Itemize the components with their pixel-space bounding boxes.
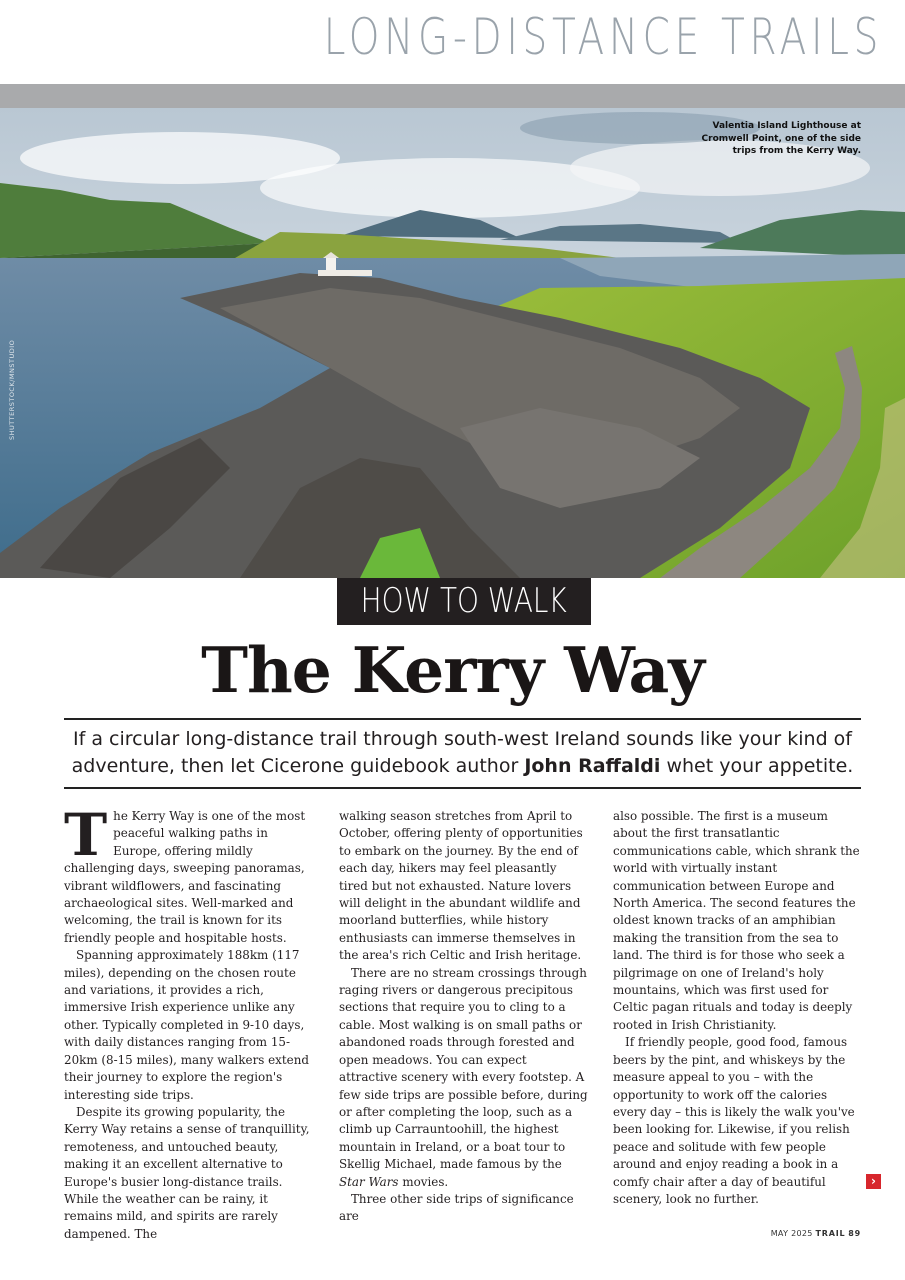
- paragraph: walking season stretches from April to October, offering plenty of opportunities to embark on the journey. By the end of each day, hikers may feel pleasantly tired but not exhausted. Nature lovers will delight in the abundant wildlife and moorland butterflies, while history enthusiasts can immerse themselves in the area's rich Celtic and Irish heritage.: [339, 809, 583, 963]
- page-footer: [771, 1229, 861, 1238]
- header-band: [0, 84, 905, 108]
- paragraph-text: he Kerry Way is one of the most peaceful walking paths in Europe, offering mildly challenging days, sweeping panoramas, vibrant wildflowers, and fascinating archaeological sites. Well-marked and welcoming, the trail is known for its friendly people and hospitable hosts.: [64, 809, 306, 945]
- photo-credit: SHUTTERSTOCK/MNSTUDIO: [8, 339, 16, 440]
- footer-page-number: 89: [848, 1229, 861, 1238]
- footer-magazine: TRAIL: [815, 1229, 846, 1238]
- kicker-label: HOW TO WALK: [360, 581, 568, 621]
- section-header: LONG-DISTANCE TRAILS: [323, 8, 883, 66]
- kicker: [337, 578, 591, 625]
- paragraph: Three other side trips of significance are: [339, 1191, 574, 1224]
- standfirst: [64, 726, 861, 780]
- paragraph: If friendly people, good food, famous beers by the pint, and whiskeys by the measure appeal to you – with the opportunity to work off the calories every day – this is likely the walk you've been looking for. Likewise, if you relish peace and solitude with few people around and enjoy reading a book in a comfy chair after a day of beautiful scenery, look no further.: [613, 1035, 855, 1206]
- body-column-3: [613, 808, 862, 1208]
- paragraph-text: There are no stream crossings through raging rivers or dangerous precipitous sections that require you to cling to a cable. Most walking is on small paths or abandoned roads through forested and open meadows. You can expect attractive scenery with every footstep. A few side trips are possible before, during or after completing the loop, such as a climb up Carrauntoohill, the highest mountain in Ireland, or a boat tour to Skellig Michael, made famous by the: [339, 965, 588, 1172]
- standfirst-rule-bottom: [64, 787, 861, 789]
- body-column-1: [64, 801, 313, 1243]
- body-column-2: [339, 808, 588, 1226]
- drop-cap: T: [64, 801, 108, 869]
- standfirst-text-end: whet your appetite.: [660, 755, 854, 777]
- paragraph: also possible. The first is a museum about the first transatlantic communications cable, which shrank the world with virtually instant communication between Europe and North America. The second features the oldest known tracks of an amphibian making the transition from the sea to land. The third is for those who seek a pilgrimage on one of Ireland's holy mountains, which was first used for Celtic pagan rituals and today is deeply rooted in Irish Christianity.: [613, 809, 860, 1032]
- standfirst-text: If a circular long-distance trail through south-west Ireland sounds like your kind of adventure, then let Cicerone guidebook author: [71, 728, 852, 777]
- footer-date: MAY 2025: [770, 1229, 813, 1238]
- paragraph: [339, 965, 588, 1191]
- article-title: The Kerry Way: [201, 633, 704, 707]
- paragraph-text-end: movies.: [398, 1174, 449, 1189]
- paragraph: [64, 801, 313, 947]
- paragraph: Spanning approximately 188km (117 miles), depending on the chosen route and variations, it provides a rich, immersive Irish experience unlike any other. Typically completed in 9-10 days, with daily distances ranging from 15-20km (8-15 miles), many walkers extend their journey to explore the region's interesting side trips.: [64, 948, 309, 1102]
- photo-caption: Valentia Island Lighthouse at Cromwell Point, one of the side trips from the Kerry Way.: [701, 121, 861, 156]
- hero-photo: [0, 108, 905, 578]
- standfirst-rule-top: [64, 718, 861, 720]
- standfirst-author: John Raffaldi: [524, 755, 661, 777]
- movie-title: Star Wars: [339, 1174, 399, 1189]
- paragraph: Despite its growing popularity, the Kerry Way retains a sense of tranquillity, remoteness, and untouched beauty, making it an excellent alternative to Europe's busier long-distance trails. While the weather can be rainy, it remains mild, and spirits are rarely dampened. The: [64, 1104, 310, 1241]
- chevron-right-icon[interactable]: ›: [866, 1174, 881, 1189]
